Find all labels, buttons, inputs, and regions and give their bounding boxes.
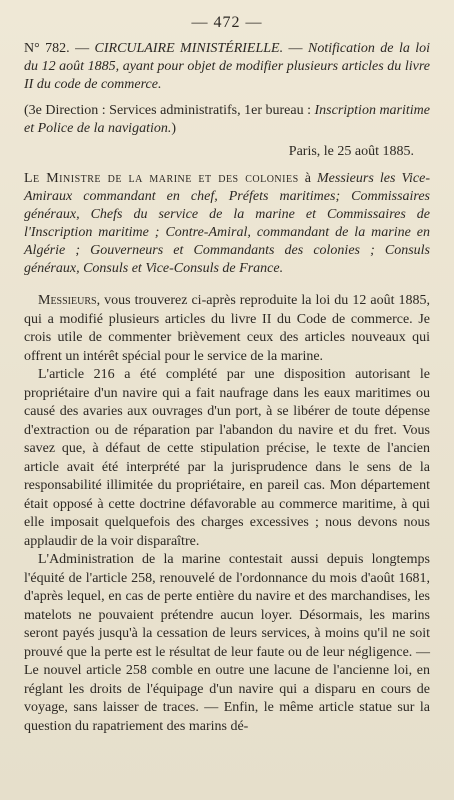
address-recipients: Messieurs les Vice-Amiraux commandant en chef, Préfets maritimes; Commissaires généraux, Chefs du service de la marine et Commissaires de l'Inscription maritime ; Contre-Amiral, commandant de la marine en Algérie ; Gouverneurs et Commandants des colonies ; Consuls généraux, Consuls et Vice-Consuls de France. (24, 171, 430, 276)
direction-line (24, 102, 430, 138)
page-number: — 472 — (191, 14, 263, 31)
dateline: Paris, le 25 août 1885. (288, 144, 414, 159)
circular-subtitle: Notification de la loi du 12 août 1885, ayant pour objet de modifier plusieurs articles du livre II du code de commerce. (24, 41, 431, 92)
direction-suffix: ) (171, 121, 177, 136)
circular-title (24, 40, 430, 94)
paragraph-1-text: vous trouverez ci-après reproduite la loi du 12 août 1885, qui a modifié plusieurs articles du livre II du Code de commerce. Je crois utile de commenter brièvement ceux des articles nouveaux qui offrent un intérêt spécial pour le service de la marine. (24, 293, 430, 364)
address-lead: Le Ministre de la marine et des colonies (24, 171, 299, 186)
paragraph-1 (24, 292, 430, 366)
salutation: Messieurs, (38, 293, 101, 308)
direction-italic: Inscription maritime et Police de la navigation. (24, 103, 431, 136)
circular-number: N° 782. — (24, 41, 90, 56)
title-dash: — (283, 41, 303, 56)
address-a: à (298, 171, 318, 186)
paragraph-2: L'article 216 a été complété par une disposition autorisant le propriétaire d'un navire qui a fait naufrage dans les eaux maritimes ou causé des avaries aux ouvrages d'un port, à se libérer de toute dépense d'extraction ou de réparation par l'abandon du navire et du fret. Vous savez que, à défaut de cette stipulation précise, le texte de l'ancien article avait été interprété par la jurisprudence dans le sens de la responsabilité illimitée du propriétaire, en pareil cas. Mon département était opposé à cette doctrine défavorable au commerce maritime, à qui elle imposait quelquefois des charges excessives ; nous devons nous applaudir de la voir disparaître. (24, 367, 430, 549)
address-block (24, 170, 430, 278)
paragraph-3: L'Administration de la marine contestait aussi depuis longtemps l'équité de l'article 258, renouvelé de l'ordonnance du mois d'août 1681, d'après lequel, en cas de perte entière du navire et des marchandises, les matelots ne pouvaient prétendre aucun loyer. Désormais, les marins seront payés jusqu'à la cessation de leurs services, à moins qu'il ne soit prouvé que la perte est le résultat de leur faute ou de leur négligence. — Le nouvel article 258 comble en outre une lacune de l'ancienne loi, en réglant les droits de l'équipage d'un navire qui a disparu en cours de voyage, sans laisser de traces. — Enfin, le même article statue sur la question du rapatriement des marins dé- (24, 552, 430, 734)
circular-heading: CIRCULAIRE MINISTÉRIELLE. (94, 41, 284, 56)
direction-prefix: (3e Direction : Services administratifs, 1er bureau : (24, 103, 315, 118)
